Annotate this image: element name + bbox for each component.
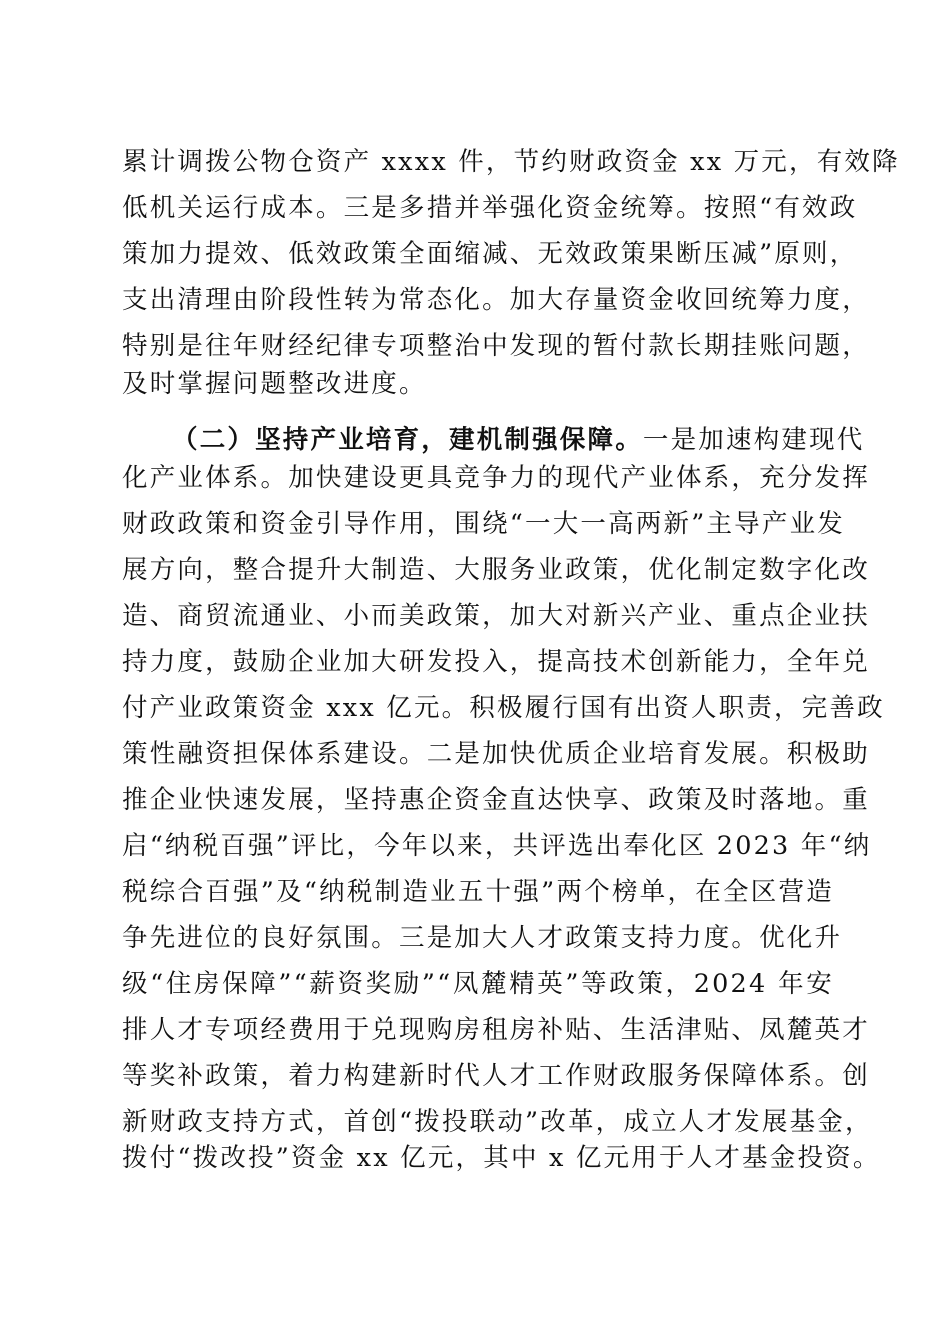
- paragraph-2-line: 策性融资担保体系建设。二是加快优质企业培育发展。积极助: [122, 739, 870, 769]
- paragraph-2-line: 税综合百强”及“纳税制造业五十强”两个榜单，在全区营造: [122, 877, 834, 907]
- paragraph-2-line: 付产业政策资金 xxx 亿元。积极履行国有出资人职责，完善政: [122, 693, 885, 723]
- paragraph-1-line: 低机关运行成本。三是多措并举强化资金统筹。按照“有效政: [122, 193, 858, 223]
- section-heading: （二）坚持产业培育，建机制强保障。: [172, 425, 643, 455]
- paragraph-1-line: 累计调拨公物仓资产 xxxx 件，节约财政资金 xx 万元，有效降: [122, 147, 900, 177]
- paragraph-1-line: 策加力提效、低效政策全面缩减、无效政策果断压减”原则，: [122, 239, 858, 269]
- paragraph-2-line: 排人才专项经费用于兑现购房租房补贴、生活津贴、凤麓英才: [122, 1015, 870, 1045]
- paragraph-2-first-line-text: 一是加速构建现代: [642, 425, 865, 455]
- paragraph-2-line: 拨付“拨改投”资金 xx 亿元，其中 x 亿元用于人才基金投资。: [122, 1143, 881, 1173]
- paragraph-2-line: 启“纳税百强”评比，今年以来，共评选出奉化区 2023 年“纳: [122, 831, 872, 861]
- paragraph-2-line: 展方向，整合提升大制造、大服务业政策，优化制定数字化改: [122, 555, 870, 585]
- paragraph-2-line: 持力度，鼓励企业加大研发投入，提高技术创新能力，全年兑: [122, 647, 870, 677]
- paragraph-2-line: 新财政支持方式，首创“拨投联动”改革，成立人才发展基金，: [122, 1107, 873, 1137]
- paragraph-2-line: 争先进位的良好氛围。三是加大人才政策支持力度。优化升: [122, 923, 843, 953]
- paragraph-1-line: 支出清理由阶段性转为常态化。加大存量资金收回统筹力度，: [122, 285, 870, 315]
- paragraph-2-line: 推企业快速发展，坚持惠企资金直达快享、政策及时落地。重: [122, 785, 870, 815]
- paragraph-1-line: 特别是往年财经纪律专项整治中发现的暂付款长期挂账问题，: [122, 331, 870, 361]
- paragraph-1-line: 及时掌握问题整改进度。: [122, 369, 427, 399]
- paragraph-2-line: 财政政策和资金引导作用，围绕“一大一高两新”主导产业发: [122, 509, 845, 539]
- paragraph-2-line: 化产业体系。加快建设更具竞争力的现代产业体系，充分发挥: [122, 463, 870, 493]
- paragraph-2-line: 造、商贸流通业、小而美政策，加大对新兴产业、重点企业扶: [122, 601, 870, 631]
- paragraph-2-line: 级“住房保障”“薪资奖励”“凤麓精英”等政策，2024 年安: [122, 969, 834, 999]
- paragraph-2-line: 等奖补政策，着力构建新时代人才工作财政服务保障体系。创: [122, 1061, 870, 1091]
- paragraph-2-first-line: [172, 421, 865, 459]
